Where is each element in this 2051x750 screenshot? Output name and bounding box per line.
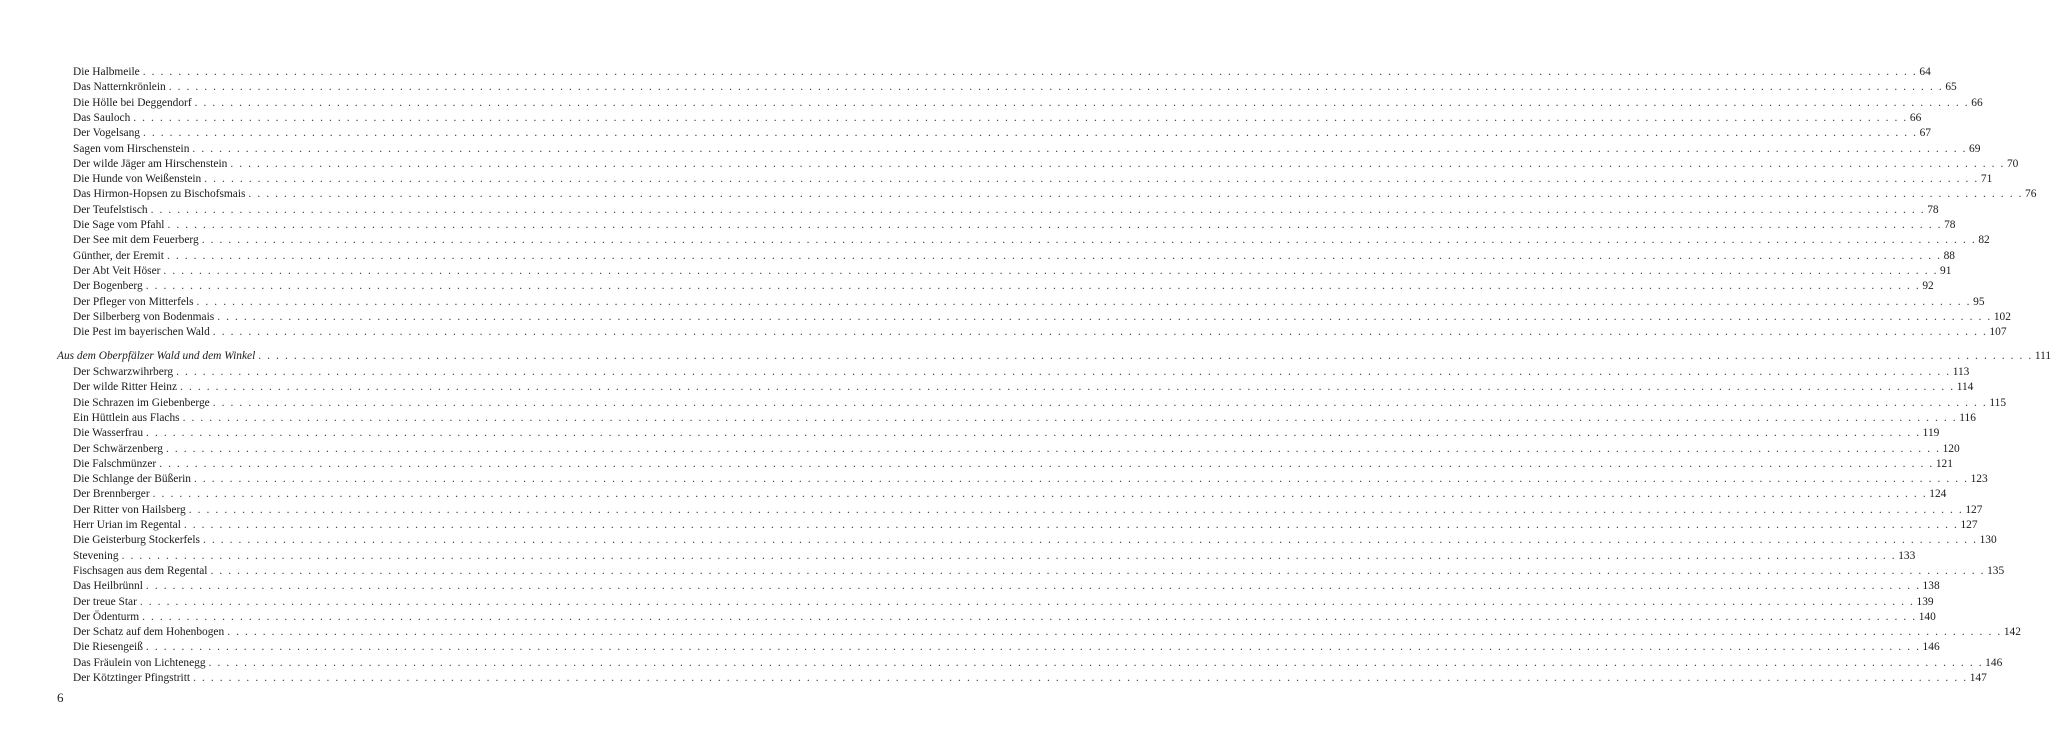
- entry-title: Der Schatz auf dem Hohenbogen: [73, 626, 225, 639]
- entry-page-number: 123: [1970, 473, 1988, 486]
- entry-page-number: 102: [1993, 310, 2011, 323]
- toc-entry: [73, 594, 1934, 610]
- entry-page-number: 138: [1922, 580, 1940, 593]
- entry-page-number: 133: [1898, 549, 1916, 562]
- toc-entry: [73, 502, 1983, 518]
- toc-entry: [73, 125, 1931, 141]
- entry-title: Das Sauloch: [73, 111, 131, 124]
- entry-page-number: 78: [1944, 219, 1956, 231]
- dot-leader: . . . . . . . . . . . . . . . . . . . . . . . . . . . . . . . . . . . . . . . . . . . . . . . . . . . . . . . . . . . . . . . . . . . . . . . . . . . . . . . . . . . . . . . . . . . . . . . . . . . . . . . . . . . . . . . . . . . . . . . . . . . . . . . . . . . . . . . . . . . . . . . . . . . . . . . . . . . . . . . . . . . . . . . . . . . . . . . . . . . . . . . . . . . . . . . . . . . . . . . .: [176, 366, 1951, 378]
- dot-leader: . . . . . . . . . . . . . . . . . . . . . . . . . . . . . . . . . . . . . . . . . . . . . . . . . . . . . . . . . . . . . . . . . . . . . . . . . . . . . . . . . . . . . . . . . . . . . . . . . . . . . . . . . . . . . . . . . . . . . . . . . . . . . . . . . . . . . . . . . . . . . . . . . . . . . . . . . . . . . . . . . . . . . . . . . . . . . . . . . . . . . . . . . . . . . . . . . . . . . . . .: [163, 264, 1939, 277]
- entry-title: Der Silberberg von Bodenmais: [73, 310, 215, 323]
- dot-leader: . . . . . . . . . . . . . . . . . . . . . . . . . . . . . . . . . . . . . . . . . . . . . . . . . . . . . . . . . . . . . . . . . . . . . . . . . . . . . . . . . . . . . . . . . . . . . . . . . . . . . . . . . . . . . . . . . . . . . . . . . . . . . . . . . . . . . . . . . . . . . . . . . . . . . . . . . . . . . . . . . . . . . . . . . . . . . . . . . . . . . . . . . . . . . . . . . . . . . . . .: [168, 81, 1944, 94]
- toc-entry: [73, 395, 2007, 411]
- toc-entry: [73, 309, 2011, 325]
- entry-page-number: 120: [1942, 442, 1960, 455]
- entry-title: Die Geisterburg Stockerfels: [73, 534, 200, 547]
- toc-entry: [73, 655, 2003, 671]
- entry-title: Sagen vom Hirschenstein: [73, 142, 190, 155]
- toc-entry: [73, 278, 1934, 294]
- dot-leader: . . . . . . . . . . . . . . . . . . . . . . . . . . . . . . . . . . . . . . . . . . . . . . . . . . . . . . . . . . . . . . . . . . . . . . . . . . . . . . . . . . . . . . . . . . . . . . . . . . . . . . . . . . . . . . . . . . . . . . . . . . . . . . . . . . . . . . . . . . . . . . . . . . . . . . . . . . . . . . . . . . . . . . . . . . . . . . . . . . . . . . . . . . . . . . . . . . . . . . . .: [192, 142, 1968, 155]
- toc-section-heading: [57, 348, 2051, 364]
- entry-page-number: 139: [1916, 595, 1934, 608]
- dot-leader: . . . . . . . . . . . . . . . . . . . . . . . . . . . . . . . . . . . . . . . . . . . . . . . . . . . . . . . . . . . . . . . . . . . . . . . . . . . . . . . . . . . . . . . . . . . . . . . . . . . . . . . . . . . . . . . . . . . . . . . . . . . . . . . . . . . . . . . . . . . . . . . . . . . . . . . . . . . . . . . . . . . . . . . . . . . . . . . . . . . . . . . . . . . . . . . . . . . . . . . .: [142, 66, 1918, 78]
- toc-entry: [73, 548, 1916, 564]
- dot-leader: . . . . . . . . . . . . . . . . . . . . . . . . . . . . . . . . . . . . . . . . . . . . . . . . . . . . . . . . . . . . . . . . . . . . . . . . . . . . . . . . . . . . . . . . . . . . . . . . . . . . . . . . . . . . . . . . . . . . . . . . . . . . . . . . . . . . . . . . . . . . . . . . . . . . . . . . . . . . . . . . . . . . . . . . . . . . . . . . . . . . . . . . . . . . . . . . . . . . . . . .: [201, 234, 1977, 247]
- toc-entry: [73, 217, 1956, 233]
- toc-entry: [73, 248, 1955, 264]
- entry-page-number: 116: [1959, 411, 1976, 424]
- dot-leader: . . . . . . . . . . . . . . . . . . . . . . . . . . . . . . . . . . . . . . . . . . . . . . . . . . . . . . . . . . . . . . . . . . . . . . . . . . . . . . . . . . . . . . . . . . . . . . . . . . . . . . . . . . . . . . . . . . . . . . . . . . . . . . . . . . . . . . . . . . . . . . . . . . . . . . . . . . . . . . . . . . . . . . . . . . . . . . . . . . . . . . . . . . . . . . . . . . . . . . . .: [145, 641, 1921, 654]
- toc-entry: [73, 79, 1957, 95]
- entry-title: Die Schrazen im Giebenberge: [73, 396, 210, 409]
- toc-entry: [73, 517, 1978, 533]
- entry-title: Der See mit dem Feuerberg: [73, 234, 199, 247]
- entry-page-number: 65: [1945, 81, 1957, 94]
- toc-entry: [73, 532, 1997, 548]
- entry-title: Das Hirmon-Hopsen zu Bischofsmais: [73, 188, 246, 201]
- entry-title: Die Hölle bei Deggendorf: [73, 96, 192, 109]
- entry-title: Der treue Star: [73, 595, 137, 608]
- dot-leader: . . . . . . . . . . . . . . . . . . . . . . . . . . . . . . . . . . . . . . . . . . . . . . . . . . . . . . . . . . . . . . . . . . . . . . . . . . . . . . . . . . . . . . . . . . . . . . . . . . . . . . . . . . . . . . . . . . . . . . . . . . . . . . . . . . . . . . . . . . . . . . . . . . . . . . . . . . . . . . . . . . . . . . . . . . . . . . . . . . . . . . . . . . . . . . . . . . . . . . . .: [182, 411, 1958, 424]
- entry-page-number: 78: [1927, 203, 1939, 216]
- toc-entry: [73, 563, 2005, 579]
- dot-leader: . . . . . . . . . . . . . . . . . . . . . . . . . . . . . . . . . . . . . . . . . . . . . . . . . . . . . . . . . . . . . . . . . . . . . . . . . . . . . . . . . . . . . . . . . . . . . . . . . . . . . . . . . . . . . . . . . . . . . . . . . . . . . . . . . . . . . . . . . . . . . . . . . . . . . . . . . . . . . . . . . . . . . . . . . . . . . . . . . . . . . . . . . . . . . . . . . . . . . . . .: [196, 295, 1972, 308]
- dot-leader: . . . . . . . . . . . . . . . . . . . . . . . . . . . . . . . . . . . . . . . . . . . . . . . . . . . . . . . . . . . . . . . . . . . . . . . . . . . . . . . . . . . . . . . . . . . . . . . . . . . . . . . . . . . . . . . . . . . . . . . . . . . . . . . . . . . . . . . . . . . . . . . . . . . . . . . . . . . . . . . . . . . . . . . . . . . . . . . . . . . . . . . . . . . . . . . . . . . . . . . .: [217, 310, 1992, 323]
- entry-title: Der wilde Ritter Heinz: [73, 381, 178, 394]
- toc-entry: [73, 670, 1987, 686]
- dot-leader: . . . . . . . . . . . . . . . . . . . . . . . . . . . . . . . . . . . . . . . . . . . . . . . . . . . . . . . . . . . . . . . . . . . . . . . . . . . . . . . . . . . . . . . . . . . . . . . . . . . . . . . . . . . . . . . . . . . . . . . . . . . . . . . . . . . . . . . . . . . . . . . . . . . . . . . . . . . . . . . . . . . . . . . . . . . . . . . . . . . . . . . . . . . . . . . . . . . . . . . .: [142, 610, 1917, 623]
- entry-page-number: 66: [1909, 111, 1922, 124]
- entry-title: Herr Urian im Regental: [73, 519, 181, 531]
- dot-leader: . . . . . . . . . . . . . . . . . . . . . . . . . . . . . . . . . . . . . . . . . . . . . . . . . . . . . . . . . . . . . . . . . . . . . . . . . . . . . . . . . . . . . . . . . . . . . . . . . . . . . . . . . . . . . . . . . . . . . . . . . . . . . . . . . . . . . . . . . . . . . . . . . . . . . . . . . . . . . . . . . . . . . . . . . . . . . . . . . . . . . . . . . . . . . . . . . . . . . . . .: [166, 249, 1942, 262]
- entry-title: Die Falschmünzer: [73, 457, 157, 470]
- dot-leader: . . . . . . . . . . . . . . . . . . . . . . . . . . . . . . . . . . . . . . . . . . . . . . . . . . . . . . . . . . . . . . . . . . . . . . . . . . . . . . . . . . . . . . . . . . . . . . . . . . . . . . . . . . . . . . . . . . . . . . . . . . . . . . . . . . . . . . . . . . . . . . . . . . . . . . . . . . . . . . . . . . . . . . . . . . . . . . . . . . . . . . . . . . . . . . . . . . . . . . . .: [212, 396, 1988, 409]
- entry-page-number: 121: [1935, 457, 1953, 470]
- entry-title: Der wilde Jäger am Hirschenstein: [73, 157, 228, 170]
- entry-page-number: 113: [1952, 366, 1970, 378]
- entry-title: Ein Hüttlein aus Flachs: [73, 411, 180, 424]
- toc-entry: [73, 324, 2007, 340]
- toc-entry: [73, 471, 1988, 487]
- entry-page-number: 142: [2003, 626, 2021, 639]
- entry-page-number: 127: [1965, 503, 1983, 516]
- toc-entry: [73, 379, 1974, 395]
- dot-leader: . . . . . . . . . . . . . . . . . . . . . . . . . . . . . . . . . . . . . . . . . . . . . . . . . . . . . . . . . . . . . . . . . . . . . . . . . . . . . . . . . . . . . . . . . . . . . . . . . . . . . . . . . . . . . . . . . . . . . . . . . . . . . . . . . . . . . . . . . . . . . . . . . . . . . . . . . . . . . . . . . . . . . . . . . . . . . . . . . . . . . . . . . . . . . . . . . . . . . . . .: [145, 580, 1921, 593]
- toc-entry: [73, 425, 1940, 441]
- dot-leader: . . . . . . . . . . . . . . . . . . . . . . . . . . . . . . . . . . . . . . . . . . . . . . . . . . . . . . . . . . . . . . . . . . . . . . . . . . . . . . . . . . . . . . . . . . . . . . . . . . . . . . . . . . . . . . . . . . . . . . . . . . . . . . . . . . . . . . . . . . . . . . . . . . . . . . . . . . . . . . . . . . . . . . . . . . . . . . . . . . . . . . . . . . . . . . . . . . . . . . . .: [227, 626, 2002, 639]
- dot-leader: . . . . . . . . . . . . . . . . . . . . . . . . . . . . . . . . . . . . . . . . . . . . . . . . . . . . . . . . . . . . . . . . . . . . . . . . . . . . . . . . . . . . . . . . . . . . . . . . . . . . . . . . . . . . . . . . . . . . . . . . . . . . . . . . . . . . . . . . . . . . . . . . . . . . . . . . . . . . . . . . . . . . . . . . . . . . . . . . . . . . . . . . . . . . . . . . . . . . . . . .: [145, 280, 1921, 293]
- entry-title: Der Brennberger: [73, 488, 150, 501]
- entry-title: Der Vogelsang: [73, 127, 140, 140]
- dot-leader: . . . . . . . . . . . . . . . . . . . . . . . . . . . . . . . . . . . . . . . . . . . . . . . . . . . . . . . . . . . . . . . . . . . . . . . . . . . . . . . . . . . . . . . . . . . . . . . . . . . . . . . . . . . . . . . . . . . . . . . . . . . . . . . . . . . . . . . . . . . . . . . . . . . . . . . . . . . . . . . . . . . . . . . . . . . . . . . . . . . . . . . . . . . . . . . . . . . . . . . .: [142, 127, 1918, 140]
- dot-leader: . . . . . . . . . . . . . . . . . . . . . . . . . . . . . . . . . . . . . . . . . . . . . . . . . . . . . . . . . . . . . . . . . . . . . . . . . . . . . . . . . . . . . . . . . . . . . . . . . . . . . . . . . . . . . . . . . . . . . . . . . . . . . . . . . . . . . . . . . . . . . . . . . . . . . . . . . . . . . . . . . . . . . . . . . . . . . . . . . . . . . . . . . . . . . . . . . . . . . . . .: [150, 203, 1926, 216]
- entry-title: Das Natternkrönlein: [73, 81, 166, 94]
- dot-leader: . . . . . . . . . . . . . . . . . . . . . . . . . . . . . . . . . . . . . . . . . . . . . . . . . . . . . . . . . . . . . . . . . . . . . . . . . . . . . . . . . . . . . . . . . . . . . . . . . . . . . . . . . . . . . . . . . . . . . . . . . . . . . . . . . . . . . . . . . . . . . . . . . . . . . . . . . . . . . . . . . . . . . . . . . . . . . . . . . . . . . . . . . . . . . . . . . . . . . . . .: [204, 173, 1979, 186]
- entry-page-number: 147: [1969, 672, 1987, 684]
- toc-entry: [73, 410, 1976, 426]
- entry-page-number: 70: [2006, 157, 2019, 170]
- entry-page-number: 127: [1960, 519, 1978, 531]
- dot-leader: . . . . . . . . . . . . . . . . . . . . . . . . . . . . . . . . . . . . . . . . . . . . . . . . . . . . . . . . . . . . . . . . . . . . . . . . . . . . . . . . . . . . . . . . . . . . . . . . . . . . . . . . . . . . . . . . . . . . . . . . . . . . . . . . . . . . . . . . . . . . . . . . . . . . . . . . . . . . . . . . . . . . . . . . . . . . . . . . . . . . . . . . . . . . . . . . . . . . . . . .: [202, 534, 1978, 547]
- toc-entry: [73, 263, 1952, 279]
- dot-leader: . . . . . . . . . . . . . . . . . . . . . . . . . . . . . . . . . . . . . . . . . . . . . . . . . . . . . . . . . . . . . . . . . . . . . . . . . . . . . . . . . . . . . . . . . . . . . . . . . . . . . . . . . . . . . . . . . . . . . . . . . . . . . . . . . . . . . . . . . . . . . . . . . . . . . . . . . . . . . . . . . . . . . . . . . . . . . . . . . . . . . . . . . . . . . . . . . . . . . . . .: [133, 111, 1908, 124]
- entry-title: Das Fräulein von Lichtenegg: [73, 656, 206, 669]
- toc-entry: [73, 364, 1970, 380]
- entry-title: Der Schwärzenberg: [73, 442, 163, 455]
- toc-entry: [73, 456, 1953, 472]
- dot-leader: . . . . . . . . . . . . . . . . . . . . . . . . . . . . . . . . . . . . . . . . . . . . . . . . . . . . . . . . . . . . . . . . . . . . . . . . . . . . . . . . . . . . . . . . . . . . . . . . . . . . . . . . . . . . . . . . . . . . . . . . . . . . . . . . . . . . . . . . . . . . . . . . . . . . . . . . . . . . . . . . . . . . . . . . . . . . . . . . . . . . . . . . . . . . . . . . . . . . . . . .: [180, 381, 1955, 394]
- dot-leader: . . . . . . . . . . . . . . . . . . . . . . . . . . . . . . . . . . . . . . . . . . . . . . . . . . . . . . . . . . . . . . . . . . . . . . . . . . . . . . . . . . . . . . . . . . . . . . . . . . . . . . . . . . . . . . . . . . . . . . . . . . . . . . . . . . . . . . . . . . . . . . . . . . . . . . . . . . . . . . . . . . . . . . . . . . . . . . . . . . . . . . . . . . . . . . . . . . . . . . . .: [193, 672, 1968, 684]
- dot-leader: . . . . . . . . . . . . . . . . . . . . . . . . . . . . . . . . . . . . . . . . . . . . . . . . . . . . . . . . . . . . . . . . . . . . . . . . . . . . . . . . . . . . . . . . . . . . . . . . . . . . . . . . . . . . . . . . . . . . . . . . . . . . . . . . . . . . . . . . . . . . . . . . . . . . . . . . . . . . . . . . . . . . . . . . . . . . . . . . . . . . . . . . . . . . . . . . . . . . . . . .: [248, 188, 2024, 201]
- toc-entry: [73, 156, 2019, 172]
- entry-title: Die Schlange der Büßerin: [73, 473, 191, 486]
- entry-title: Die Sage vom Pfahl: [73, 219, 165, 231]
- entry-title: Die Wasserfrau: [73, 427, 144, 440]
- entry-title: Der Bogenberg: [73, 280, 143, 293]
- entry-page-number: 119: [1922, 427, 1940, 440]
- entry-page-number: 64: [1919, 66, 1931, 78]
- toc-entry: [73, 639, 1940, 655]
- entry-title: Die Halbmeile: [73, 66, 140, 78]
- entry-title: Der Ödenturm: [73, 610, 140, 623]
- toc-entry: [73, 609, 1936, 625]
- toc-entry: [73, 202, 1939, 218]
- entry-title: Stevening: [73, 549, 119, 562]
- entry-title: Der Pfleger von Mitterfels: [73, 295, 194, 308]
- entry-title: Der Kötztinger Pfingstritt: [73, 672, 191, 684]
- entry-page-number: 146: [1922, 641, 1940, 654]
- entry-page-number: 114: [1956, 381, 1974, 394]
- dot-leader: . . . . . . . . . . . . . . . . . . . . . . . . . . . . . . . . . . . . . . . . . . . . . . . . . . . . . . . . . . . . . . . . . . . . . . . . . . . . . . . . . . . . . . . . . . . . . . . . . . . . . . . . . . . . . . . . . . . . . . . . . . . . . . . . . . . . . . . . . . . . . . . . . . . . . . . . . . . . . . . . . . . . . . . . . . . . . . . . . . . . . . . . . . . . . . . . . . . . . . . .: [208, 656, 1984, 669]
- entry-title: Die Hunde von Weißenstein: [73, 173, 202, 186]
- dot-leader: . . . . . . . . . . . . . . . . . . . . . . . . . . . . . . . . . . . . . . . . . . . . . . . . . . . . . . . . . . . . . . . . . . . . . . . . . . . . . . . . . . . . . . . . . . . . . . . . . . . . . . . . . . . . . . . . . . . . . . . . . . . . . . . . . . . . . . . . . . . . . . . . . . . . . . . . . . . . . . . . . . . . . . . . . . . . . . . . . . . . . . . . . . . . . . . . . . . . . . . .: [165, 442, 1941, 455]
- toc-entry: [73, 486, 1947, 502]
- dot-leader: . . . . . . . . . . . . . . . . . . . . . . . . . . . . . . . . . . . . . . . . . . . . . . . . . . . . . . . . . . . . . . . . . . . . . . . . . . . . . . . . . . . . . . . . . . . . . . . . . . . . . . . . . . . . . . . . . . . . . . . . . . . . . . . . . . . . . . . . . . . . . . . . . . . . . . . . . . . . . . . . . . . . . . . . . . . . . . . . . . . . . . . . . . . . . . . . . . . . . . . .: [159, 457, 1934, 470]
- entry-page-number: 67: [1919, 127, 1931, 140]
- entry-title: Günther, der Eremit: [73, 249, 164, 262]
- toc-entry: [73, 294, 1985, 310]
- entry-title: Der Schwarzwihrberg: [73, 366, 174, 378]
- dot-leader: . . . . . . . . . . . . . . . . . . . . . . . . . . . . . . . . . . . . . . . . . . . . . . . . . . . . . . . . . . . . . . . . . . . . . . . . . . . . . . . . . . . . . . . . . . . . . . . . . . . . . . . . . . . . . . . . . . . . . . . . . . . . . . . . . . . . . . . . . . . . . . . . . . . . . . . . . . . . . . . . . . . . . . . . . . . . . . . . . . . . . . . . . . . . . . . . . . . . . . . .: [121, 549, 1897, 562]
- dot-leader: . . . . . . . . . . . . . . . . . . . . . . . . . . . . . . . . . . . . . . . . . . . . . . . . . . . . . . . . . . . . . . . . . . . . . . . . . . . . . . . . . . . . . . . . . . . . . . . . . . . . . . . . . . . . . . . . . . . . . . . . . . . . . . . . . . . . . . . . . . . . . . . . . . . . . . . . . . . . . . . . . . . . . . . . . . . . . . . . . . . . . . . . . . . . . . . . . . . . . . . .: [183, 519, 1959, 531]
- entry-page-number: 69: [1969, 142, 1981, 155]
- entry-title: Der Abt Veit Höser: [73, 264, 161, 277]
- entry-title: Die Riesengeiß: [73, 641, 143, 654]
- entry-page-number: 146: [1985, 656, 2003, 669]
- toc-entry: [73, 624, 2021, 640]
- toc-entry: [73, 110, 1922, 126]
- entry-page-number: 95: [1973, 295, 1985, 308]
- entry-page-number: 111: [2034, 350, 2051, 362]
- toc-entry: [73, 141, 1981, 157]
- dot-leader: . . . . . . . . . . . . . . . . . . . . . . . . . . . . . . . . . . . . . . . . . . . . . . . . . . . . . . . . . . . . . . . . . . . . . . . . . . . . . . . . . . . . . . . . . . . . . . . . . . . . . . . . . . . . . . . . . . . . . . . . . . . . . . . . . . . . . . . . . . . . . . . . . . . . . . . . . . . . . . . . . . . . . . . . . . . . . . . . . . . . . . . . . . . . . . . . . . . . . . . .: [188, 503, 1964, 516]
- toc-entry: [73, 64, 1931, 80]
- entry-title: Der Teufelstisch: [73, 203, 148, 216]
- dot-leader: . . . . . . . . . . . . . . . . . . . . . . . . . . . . . . . . . . . . . . . . . . . . . . . . . . . . . . . . . . . . . . . . . . . . . . . . . . . . . . . . . . . . . . . . . . . . . . . . . . . . . . . . . . . . . . . . . . . . . . . . . . . . . . . . . . . . . . . . . . . . . . . . . . . . . . . . . . . . . . . . . . . . . . . . . . . . . . . . . . . . . . . . . . . . . . . . . . . . . . . .: [139, 595, 1915, 608]
- dot-leader: . . . . . . . . . . . . . . . . . . . . . . . . . . . . . . . . . . . . . . . . . . . . . . . . . . . . . . . . . . . . . . . . . . . . . . . . . . . . . . . . . . . . . . . . . . . . . . . . . . . . . . . . . . . . . . . . . . . . . . . . . . . . . . . . . . . . . . . . . . . . . . . . . . . . . . . . . . . . . . . . . . . . . . . . . . . . . . . . . . . . . . . . . . . . . . . . . . . . . . . .: [212, 326, 1988, 339]
- entry-title: Das Heilbrünnl: [73, 580, 143, 593]
- toc-entry: [73, 578, 1940, 594]
- dot-leader: . . . . . . . . . . . . . . . . . . . . . . . . . . . . . . . . . . . . . . . . . . . . . . . . . . . . . . . . . . . . . . . . . . . . . . . . . . . . . . . . . . . . . . . . . . . . . . . . . . . . . . . . . . . . . . . . . . . . . . . . . . . . . . . . . . . . . . . . . . . . . . . . . . . . . . . . . . . . . . . . . . . . . . . . . . . . . . . . . . . . . . . . . . . . . . . . . . . . . . . .: [258, 350, 2033, 362]
- dot-leader: . . . . . . . . . . . . . . . . . . . . . . . . . . . . . . . . . . . . . . . . . . . . . . . . . . . . . . . . . . . . . . . . . . . . . . . . . . . . . . . . . . . . . . . . . . . . . . . . . . . . . . . . . . . . . . . . . . . . . . . . . . . . . . . . . . . . . . . . . . . . . . . . . . . . . . . . . . . . . . . . . . . . . . . . . . . . . . . . . . . . . . . . . . . . . . . . . . . . . . . .: [230, 157, 2005, 170]
- entry-page-number: 82: [1978, 234, 1990, 247]
- entry-page-number: 107: [1989, 326, 2007, 339]
- entry-title: Die Pest im bayerischen Wald: [73, 326, 210, 339]
- dot-leader: . . . . . . . . . . . . . . . . . . . . . . . . . . . . . . . . . . . . . . . . . . . . . . . . . . . . . . . . . . . . . . . . . . . . . . . . . . . . . . . . . . . . . . . . . . . . . . . . . . . . . . . . . . . . . . . . . . . . . . . . . . . . . . . . . . . . . . . . . . . . . . . . . . . . . . . . . . . . . . . . . . . . . . . . . . . . . . . . . . . . . . . . . . . . . . . . . . . . . . . .: [210, 564, 1986, 577]
- section-title: Aus dem Oberpfälzer Wald und dem Winkel: [57, 350, 256, 362]
- dot-leader: . . . . . . . . . . . . . . . . . . . . . . . . . . . . . . . . . . . . . . . . . . . . . . . . . . . . . . . . . . . . . . . . . . . . . . . . . . . . . . . . . . . . . . . . . . . . . . . . . . . . . . . . . . . . . . . . . . . . . . . . . . . . . . . . . . . . . . . . . . . . . . . . . . . . . . . . . . . . . . . . . . . . . . . . . . . . . . . . . . . . . . . . . . . . . . . . . . . . . . . .: [167, 219, 1943, 231]
- toc-entry: [73, 186, 2037, 202]
- toc-entry: [73, 441, 1960, 457]
- entry-page-number: 71: [1980, 173, 1993, 186]
- entry-title: Der Ritter von Hailsberg: [73, 503, 186, 516]
- page-number: 6: [57, 690, 64, 705]
- dot-leader: . . . . . . . . . . . . . . . . . . . . . . . . . . . . . . . . . . . . . . . . . . . . . . . . . . . . . . . . . . . . . . . . . . . . . . . . . . . . . . . . . . . . . . . . . . . . . . . . . . . . . . . . . . . . . . . . . . . . . . . . . . . . . . . . . . . . . . . . . . . . . . . . . . . . . . . . . . . . . . . . . . . . . . . . . . . . . . . . . . . . . . . . . . . . . . . . . . . . . . . .: [146, 427, 1921, 440]
- dot-leader: . . . . . . . . . . . . . . . . . . . . . . . . . . . . . . . . . . . . . . . . . . . . . . . . . . . . . . . . . . . . . . . . . . . . . . . . . . . . . . . . . . . . . . . . . . . . . . . . . . . . . . . . . . . . . . . . . . . . . . . . . . . . . . . . . . . . . . . . . . . . . . . . . . . . . . . . . . . . . . . . . . . . . . . . . . . . . . . . . . . . . . . . . . . . . . . . . . . . . . . .: [152, 488, 1928, 501]
- entry-page-number: 124: [1929, 488, 1947, 501]
- toc-entry: [73, 171, 1993, 187]
- entry-page-number: 135: [1987, 564, 2005, 577]
- toc-entry: [73, 95, 1983, 111]
- dot-leader: . . . . . . . . . . . . . . . . . . . . . . . . . . . . . . . . . . . . . . . . . . . . . . . . . . . . . . . . . . . . . . . . . . . . . . . . . . . . . . . . . . . . . . . . . . . . . . . . . . . . . . . . . . . . . . . . . . . . . . . . . . . . . . . . . . . . . . . . . . . . . . . . . . . . . . . . . . . . . . . . . . . . . . . . . . . . . . . . . . . . . . . . . . . . . . . . . . . . . . . .: [194, 96, 1970, 109]
- entry-title: Fischsagen aus dem Regental: [73, 564, 208, 577]
- entry-page-number: 91: [1940, 264, 1952, 277]
- entry-page-number: 76: [2025, 188, 2037, 201]
- dot-leader: . . . . . . . . . . . . . . . . . . . . . . . . . . . . . . . . . . . . . . . . . . . . . . . . . . . . . . . . . . . . . . . . . . . . . . . . . . . . . . . . . . . . . . . . . . . . . . . . . . . . . . . . . . . . . . . . . . . . . . . . . . . . . . . . . . . . . . . . . . . . . . . . . . . . . . . . . . . . . . . . . . . . . . . . . . . . . . . . . . . . . . . . . . . . . . . . . . . . . . . .: [193, 473, 1969, 486]
- entry-page-number: 115: [1989, 396, 2007, 409]
- entry-page-number: 92: [1922, 280, 1934, 293]
- entry-page-number: 130: [1979, 534, 1997, 547]
- entry-page-number: 66: [1971, 96, 1983, 109]
- entry-page-number: 88: [1943, 249, 1955, 262]
- toc-entry: [73, 232, 1990, 248]
- entry-page-number: 140: [1918, 610, 1936, 623]
